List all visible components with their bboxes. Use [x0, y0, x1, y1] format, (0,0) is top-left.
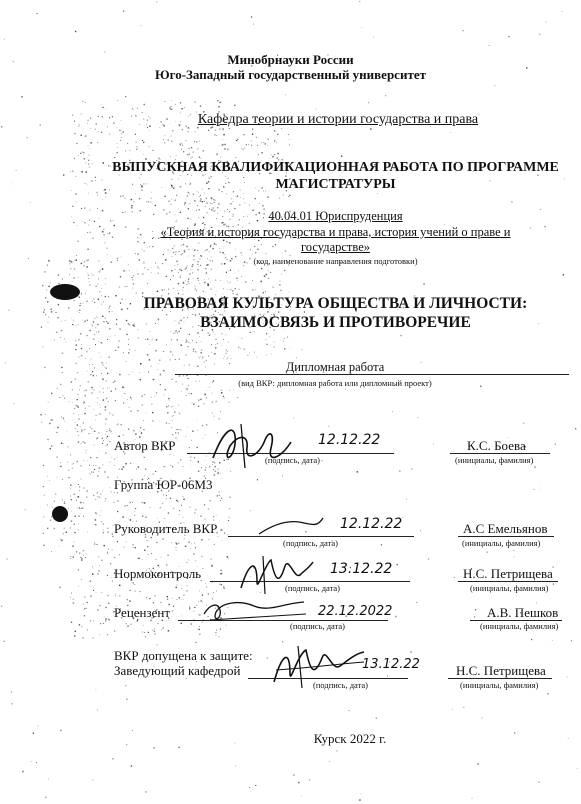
reviewer-name: А.В. Пешков	[487, 605, 559, 620]
work-kind-caption: (вид ВКР: дипломная работа или дипломный проект)	[238, 378, 432, 388]
head-name-caption: (инициалы, фамилия)	[460, 680, 539, 690]
student-group: Группа ЮР-06М3	[114, 477, 213, 492]
head-role: Заведующий кафедрой	[114, 663, 241, 678]
normcontrol-role: Нормоконтроль	[114, 566, 202, 581]
work-type-line1: ВЫПУСКНАЯ КВАЛИФИКАЦИОННАЯ РАБОТА ПО ПРОГРАММЕ	[112, 160, 559, 175]
author-role: Автор ВКР	[114, 438, 176, 453]
work-kind: Дипломная работа	[285, 360, 385, 374]
author-name-line	[450, 453, 550, 454]
head-name-line	[448, 678, 552, 679]
work-kind-underline	[175, 374, 569, 375]
supervisor-signature-caption: (подпись, дата)	[283, 538, 339, 548]
profile-line2: государстве»	[300, 240, 371, 254]
university-name: Юго-Западный государственный университет	[155, 67, 426, 82]
reviewer-signature-caption: (подпись, дата)	[290, 621, 346, 631]
work-type-line2: МАГИСТРАТУРЫ	[275, 177, 396, 192]
head-name: Н.С. Петрищева	[456, 663, 546, 678]
supervisor-name-line	[458, 536, 554, 537]
supervisor-signature	[255, 512, 325, 540]
city-year: Курск 2022 г.	[313, 731, 387, 746]
head-signature-caption: (подпись, дата)	[313, 680, 369, 690]
reviewer-name-caption: (инициалы, фамилия)	[480, 621, 559, 631]
direction-code: 40.04.01 Юриспруденция	[268, 209, 403, 223]
normcontrol-name: Н.С. Петрищева	[463, 566, 553, 581]
reviewer-role: Рецензент	[114, 605, 171, 620]
head-date: 13.12.22	[362, 657, 420, 672]
normcontrol-name-line	[458, 581, 558, 582]
normcontrol-date: 13.12.22	[330, 561, 393, 577]
supervisor-name: А.С Емельянов	[463, 521, 548, 536]
supervisor-date: 12.12.22	[340, 516, 403, 532]
ministry-name: Минобрнауки России	[227, 52, 354, 67]
department-name: Кафедра теории и истории государства и права	[197, 112, 479, 127]
author-date: 12.12.22	[318, 432, 381, 448]
author-name: К.С. Боева	[467, 438, 526, 453]
author-name-caption: (инициалы, фамилия)	[455, 455, 534, 465]
supervisor-role: Руководитель ВКР	[114, 521, 218, 536]
thesis-title-line2: ВЗАИМОСВЯЗЬ И ПРОТИВОРЕЧИЕ	[200, 314, 471, 331]
reviewer-date: 22.12.2022	[318, 604, 393, 619]
author-signature-caption: (подпись, дата)	[265, 455, 321, 465]
profile-line1: «Теория и история государства и права, история учений о праве и	[160, 225, 511, 239]
direction-caption: (код, наименование направления подготовки)	[253, 256, 418, 266]
normcontrol-name-caption: (инициалы, фамилия)	[470, 583, 549, 593]
thesis-title-line1: ПРАВОВАЯ КУЛЬТУРА ОБЩЕСТВА И ЛИЧНОСТИ:	[143, 295, 528, 312]
supervisor-name-caption: (инициалы, фамилия)	[462, 538, 541, 548]
scan-blob	[50, 284, 80, 300]
admission-text: ВКР допущена к защите:	[114, 648, 253, 663]
scan-blob	[52, 506, 68, 522]
normcontrol-signature-caption: (подпись, дата)	[285, 583, 341, 593]
